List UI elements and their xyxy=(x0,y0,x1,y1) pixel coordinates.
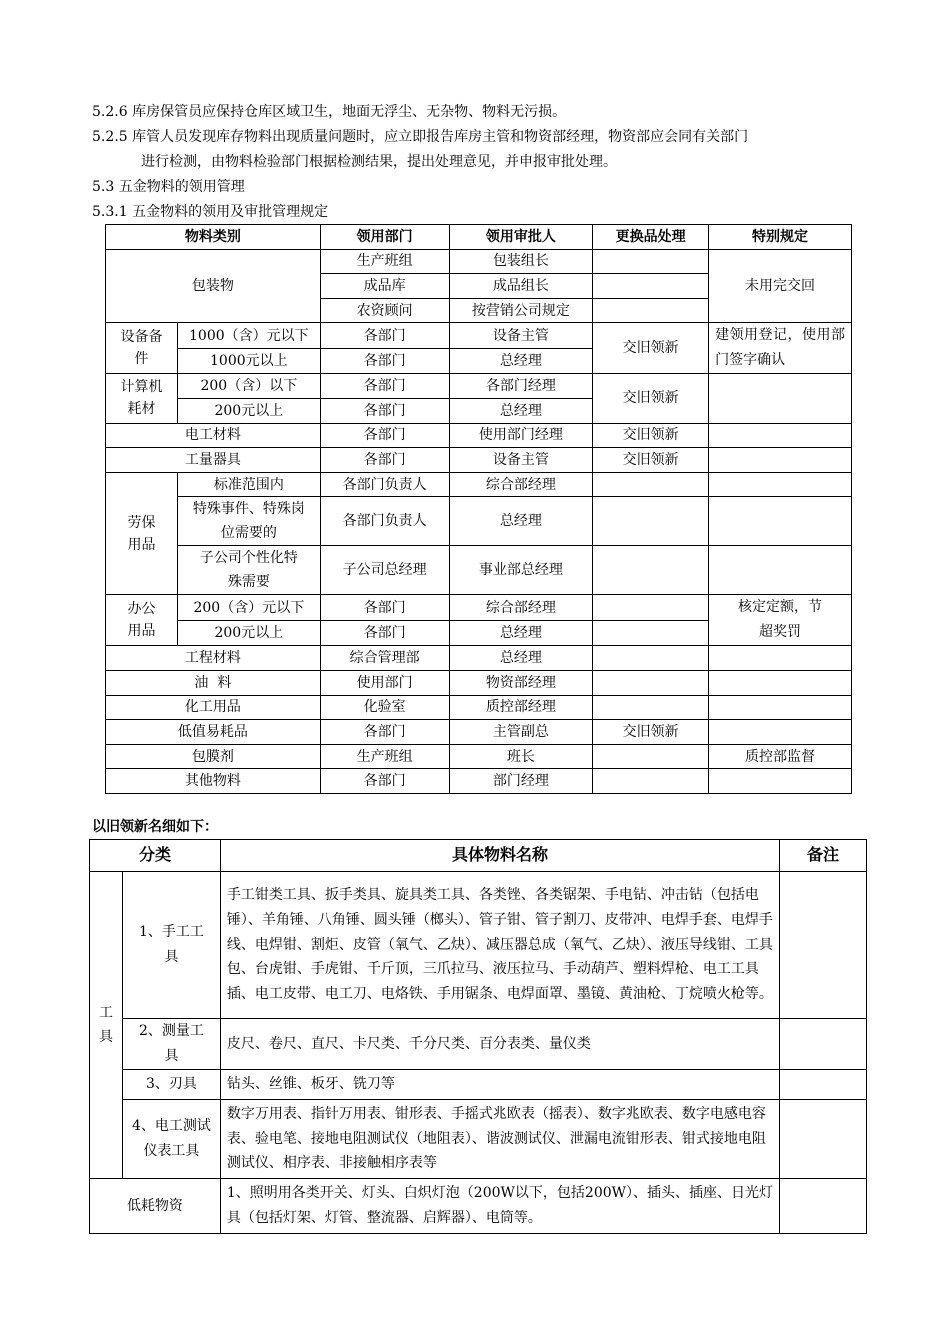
exchange-cell xyxy=(593,249,709,274)
approver-cell: 各部门经理 xyxy=(449,374,593,399)
approver-cell: 事业部总经理 xyxy=(449,546,593,595)
header-exchange: 更换品处理 xyxy=(593,225,709,250)
special-cell xyxy=(709,546,852,595)
dept-cell: 各部门 xyxy=(320,423,449,448)
table-row xyxy=(106,448,852,473)
dept-cell: 成品库 xyxy=(320,274,449,299)
table-row xyxy=(106,423,852,448)
approver-cell: 设备主管 xyxy=(449,323,593,349)
category-cell: 电工材料 xyxy=(106,423,321,448)
approver-cell: 成品组长 xyxy=(449,274,593,299)
subcategory-cell: 标准范围内 xyxy=(177,472,320,497)
exchange-cell xyxy=(593,769,709,794)
special-cell xyxy=(709,472,852,497)
category-cell: 油 料 xyxy=(106,670,321,695)
dept-cell: 子公司总经理 xyxy=(320,546,449,595)
table-row xyxy=(90,1179,867,1234)
subcategory-cell: 特殊事件、特殊岗位需要的 xyxy=(177,497,320,546)
dept-cell: 使用部门 xyxy=(320,670,449,695)
table-row xyxy=(106,472,852,497)
exchange-cell xyxy=(593,670,709,695)
special-cell xyxy=(709,670,852,695)
header-approver: 领用审批人 xyxy=(449,225,593,250)
table-row xyxy=(90,1070,867,1100)
approver-cell: 质控部经理 xyxy=(449,695,593,720)
dept-cell: 各部门 xyxy=(320,398,449,423)
dept-cell: 各部门 xyxy=(320,348,449,374)
exchange-cell xyxy=(593,695,709,720)
dept-cell: 各部门 xyxy=(320,323,449,349)
table-row xyxy=(90,872,867,1019)
special-cell xyxy=(709,695,852,720)
special-cell xyxy=(709,720,852,745)
exchange-cell: 交旧领新 xyxy=(593,374,709,423)
table-row xyxy=(106,546,852,595)
exchange-cell xyxy=(593,595,709,621)
approver-cell: 综合部经理 xyxy=(449,472,593,497)
remarks-cell xyxy=(780,1019,867,1070)
tools-group-cell: 工具 xyxy=(90,872,123,1179)
subcategory-cell: 200元以上 xyxy=(177,620,320,646)
dept-cell: 各部门 xyxy=(320,374,449,399)
table-row xyxy=(106,595,852,621)
approver-cell: 包装组长 xyxy=(449,249,593,274)
header-classification: 分类 xyxy=(90,840,221,872)
subcategory-cell: 1000（含）元以下 xyxy=(177,323,320,349)
remarks-cell xyxy=(780,1179,867,1234)
subcategory-cell: 200（含）以下 xyxy=(177,374,320,399)
table-row xyxy=(90,1019,867,1070)
special-cell xyxy=(709,423,852,448)
heading-5-3-1: 5.3.1 五金物料的领用及审批管理规定 xyxy=(92,204,329,220)
table-row xyxy=(106,744,852,769)
dept-cell: 各部门 xyxy=(320,620,449,646)
header-category: 物料类别 xyxy=(106,225,321,250)
special-cell xyxy=(709,448,852,473)
para-5-2-5-line2: 进行检测，由物料检验部门根据检测结果，提出处理意见，并申报审批处理。 xyxy=(141,154,617,170)
approver-cell: 部门经理 xyxy=(449,769,593,794)
approver-cell: 按营销公司规定 xyxy=(449,298,593,323)
exchange-cell xyxy=(593,298,709,323)
dept-cell: 化验室 xyxy=(320,695,449,720)
dept-cell: 各部门 xyxy=(320,769,449,794)
exchange-cell xyxy=(593,274,709,299)
header-special: 特别规定 xyxy=(709,225,852,250)
remarks-cell xyxy=(780,872,867,1019)
category-cell: 低值易耗品 xyxy=(106,720,321,745)
exchange-cell xyxy=(593,472,709,497)
table-row xyxy=(106,769,852,794)
table-row xyxy=(106,497,852,546)
special-cell: 建领用登记，使用部门签字确认 xyxy=(709,323,852,374)
dept-cell: 生产班组 xyxy=(320,744,449,769)
exchange-cell: 交旧领新 xyxy=(593,720,709,745)
category-cell: 其他物料 xyxy=(106,769,321,794)
subcategory-cell: 2、测量工具 xyxy=(122,1019,220,1070)
approver-cell: 综合部经理 xyxy=(449,595,593,621)
approver-cell: 总经理 xyxy=(449,646,593,671)
special-cell: 未用完交回 xyxy=(709,249,852,323)
category-cell: 设备备件 xyxy=(106,323,178,374)
items-cell: 数字万用表、指针万用表、钳形表、手摇式兆欧表（摇表）、数字兆欧表、数字电感电容表、验电笔、接地电阻测试仪（地阻表）、谐波测试仪、泄漏电流钳形表、钳式接地电阻测试仪、相序表、非接触相序表等 xyxy=(220,1099,779,1178)
dept-cell: 农资顾问 xyxy=(320,298,449,323)
remarks-cell xyxy=(780,1099,867,1178)
items-cell: 皮尺、卷尺、直尺、卡尺类、千分尺类、百分表类、量仪类 xyxy=(220,1019,779,1070)
dept-cell: 各部门负责人 xyxy=(320,472,449,497)
category-cell: 化工用品 xyxy=(106,695,321,720)
category-cell: 低耗物资 xyxy=(90,1179,221,1234)
header-dept: 领用部门 xyxy=(320,225,449,250)
exchange-items-table xyxy=(89,839,867,1234)
approver-cell: 班长 xyxy=(449,744,593,769)
subcategory-cell: 4、电工测试仪表工具 xyxy=(122,1099,220,1178)
exchange-cell: 交旧领新 xyxy=(593,423,709,448)
requisition-approval-table xyxy=(105,224,852,794)
subcategory-cell: 1、手工工具 xyxy=(122,872,220,1019)
para-5-2-6: 5.2.6 库房保管员应保持仓库区域卫生，地面无浮尘、无杂物、物料无污损。 xyxy=(92,104,567,120)
dept-cell: 综合管理部 xyxy=(320,646,449,671)
items-cell: 钻头、丝锥、板牙、铣刀等 xyxy=(220,1070,779,1100)
approver-cell: 物资部经理 xyxy=(449,670,593,695)
special-cell xyxy=(709,374,852,423)
approver-cell: 总经理 xyxy=(449,398,593,423)
dept-cell: 各部门 xyxy=(320,595,449,621)
header-remarks: 备注 xyxy=(780,840,867,872)
dept-cell: 各部门负责人 xyxy=(320,497,449,546)
category-cell: 计算机耗材 xyxy=(106,374,178,423)
exchange-cell xyxy=(593,646,709,671)
table-row xyxy=(106,646,852,671)
exchange-cell xyxy=(593,744,709,769)
para-5-2-5-line1: 5.2.5 库管人员发现库存物料出现质量问题时，应立即报告库房主管和物资部经理，物资部应会同有关部门 xyxy=(92,129,749,145)
header-item-names: 具体物料名称 xyxy=(220,840,779,872)
subcategory-cell: 3、刃具 xyxy=(122,1070,220,1100)
category-cell: 包膜剂 xyxy=(106,744,321,769)
exchange-cell: 交旧领新 xyxy=(593,323,709,374)
category-cell: 工量器具 xyxy=(106,448,321,473)
exchange-cell xyxy=(593,546,709,595)
approver-cell: 使用部门经理 xyxy=(449,423,593,448)
subcategory-cell: 200元以上 xyxy=(177,398,320,423)
exchange-list-title: 以旧领新名细如下： xyxy=(92,819,218,835)
table-row xyxy=(106,720,852,745)
table-header-row xyxy=(106,225,852,250)
dept-cell: 各部门 xyxy=(320,448,449,473)
exchange-cell xyxy=(593,620,709,646)
table-row xyxy=(106,695,852,720)
subcategory-cell: 子公司个性化特殊需要 xyxy=(177,546,320,595)
heading-5-3: 5.3 五金物料的领用管理 xyxy=(92,179,245,195)
special-cell xyxy=(709,769,852,794)
category-cell: 包装物 xyxy=(106,249,321,323)
special-cell xyxy=(709,646,852,671)
remarks-cell xyxy=(780,1070,867,1100)
items-cell: 手工钳类工具、扳手类具、旋具类工具、各类锉、各类锯架、手电钻、冲击钻（包括电锤）、羊角锤、八角锤、圆头锤（榔头）、管子钳、管子割刀、皮带冲、电焊手套、电焊手线、电焊钳、割炬、皮管（氧气、乙炔）、减压器总成（氧气、乙炔）、液压导线钳、工具包、台虎钳、手虎钳、千斤顶，三爪拉马、液压拉马、手动葫芦、塑料焊枪、电工工具插、电工皮带、电工刀、电烙铁、手用锯条、电焊面罩、墨镜、黄油枪、丁烷喷火枪等。 xyxy=(220,872,779,1019)
dept-cell: 各部门 xyxy=(320,720,449,745)
subcategory-cell: 200（含）元以下 xyxy=(177,595,320,621)
table-row xyxy=(90,1099,867,1178)
category-cell: 工程材料 xyxy=(106,646,321,671)
special-cell xyxy=(709,497,852,546)
subcategory-cell: 1000元以上 xyxy=(177,348,320,374)
approver-cell: 总经理 xyxy=(449,620,593,646)
items-cell: 1、照明用各类开关、灯头、白炽灯泡（200W以下，包括200W）、插头、插座、日光灯具（包括灯架、灯管、整流器、启辉器）、电筒等。 xyxy=(220,1179,779,1234)
category-cell: 办公用品 xyxy=(106,595,178,646)
special-cell: 核定定额，节超奖罚 xyxy=(709,595,852,646)
table-row xyxy=(106,323,852,349)
table-row xyxy=(106,374,852,399)
table-header-row xyxy=(90,840,867,872)
exchange-cell: 交旧领新 xyxy=(593,448,709,473)
approver-cell: 总经理 xyxy=(449,348,593,374)
dept-cell: 生产班组 xyxy=(320,249,449,274)
category-cell: 劳保用品 xyxy=(106,472,178,595)
approver-cell: 设备主管 xyxy=(449,448,593,473)
table-row xyxy=(106,670,852,695)
approver-cell: 总经理 xyxy=(449,497,593,546)
approver-cell: 主管副总 xyxy=(449,720,593,745)
special-cell: 质控部监督 xyxy=(709,744,852,769)
exchange-cell xyxy=(593,497,709,546)
table-row xyxy=(106,249,852,274)
